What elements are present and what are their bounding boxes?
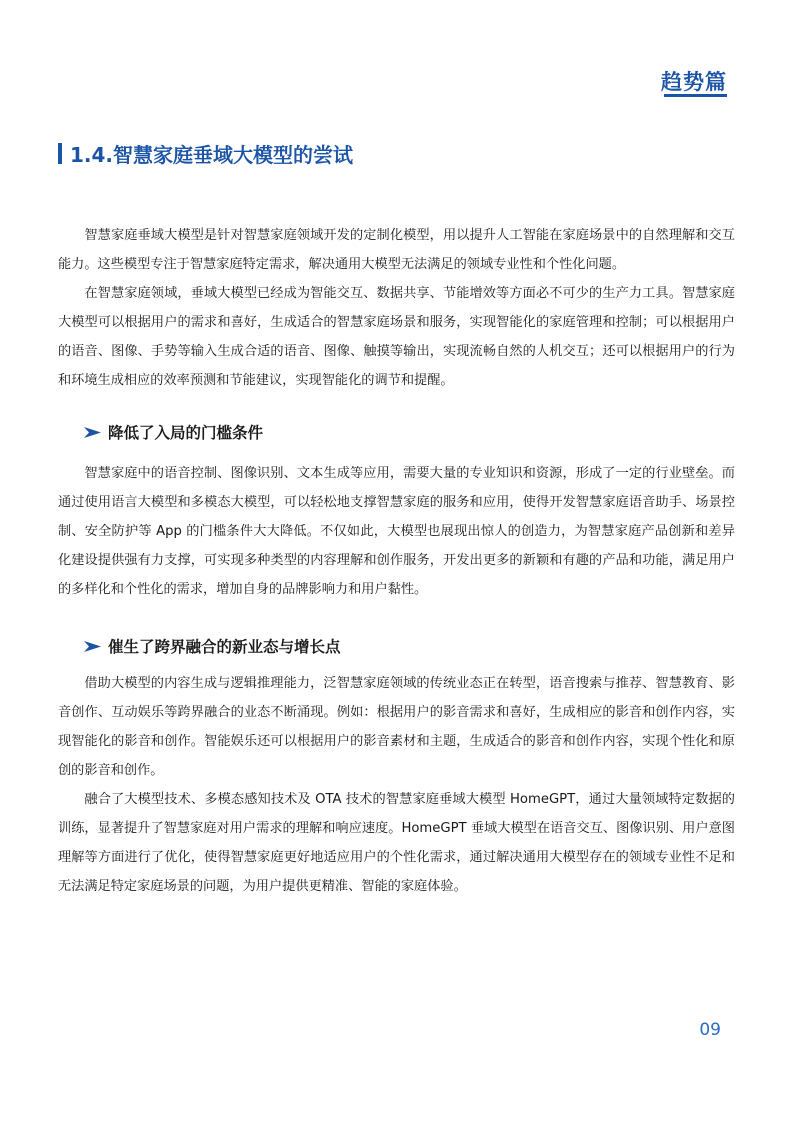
intro-paragraph-2: 在智慧家庭领域，垂域大模型已经成为智能交互、数据共享、节能增效等方面必不可少的生产力工具。智慧家庭大模型可以根据用户的需求和喜好，生成适合的智慧家庭场景和服务，实现智能化的家庭管理和控制；可以根据用户的语音、图像、手势等输入生成合适的语音、图像、触摸等输出，实现流畅自然的人机交互；还可以根据用户的行为和环境生成相应的效率预测和节能建议，实现智能化的调节和提醒。	[58, 286, 735, 388]
subsection-1-paragraph-1: 智慧家庭中的语音控制、图像识别、文本生成等应用，需要大量的专业知识和资源，形成了一定的行业壁垒。而通过使用语言大模型和多模态大模型，可以轻松地支撑智慧家庭的服务和应用，使得开发智慧家庭语音助手、场景控制、安全防护等 App 的门槛条件大大降低。不仅如此，大模型也展现出惊人的创造力，为智慧家庭产品创新和差异化建设提供强有力支撑，可实现多种类型的内容理解和创作服务，开发出更多的新颖和有趣的产品和功能，满足用户的多样化和个性化的需求，增加自身的品牌影响力和用户黏性。	[58, 466, 735, 597]
intro-paragraph-1: 智慧家庭垂域大模型是针对智慧家庭领域开发的定制化模型，用以提升人工智能在家庭场景中的自然理解和交互能力。这些模型专注于智慧家庭特定需求，解决通用大模型无法满足的领域专业性和个性化问题。	[58, 228, 735, 272]
arrow-bullet-icon	[84, 426, 101, 439]
subsection-title-1: 降低了入局的门槛条件	[108, 424, 264, 442]
chapter-tag: 趋势篇	[661, 70, 727, 94]
subsection-heading-2	[84, 635, 341, 657]
chapter-tag-underline	[664, 94, 727, 97]
subsection-2-paragraph-1: 借助大模型的内容生成与逻辑推理能力，泛智慧家庭领域的传统业态正在转型，语音搜索与推荐、智慧教育、影音创作、互动娱乐等跨界融合的业态不断涌现。例如：根据用户的影音需求和喜好，生成相应的影音和创作内容，实现智能化的影音和创作。智能娱乐还可以根据用户的影音素材和主题，生成适合的影音和创作内容，实现个性化和原创的影音和创作。	[58, 676, 735, 778]
subsection-2-paragraph-2: 融合了大模型技术、多模态感知技术及 OTA 技术的智慧家庭垂域大模型 HomeGPT，通过大量领域特定数据的训练，显著提升了智慧家庭对用户需求的理解和响应速度。HomeGPT 垂域大模型在语音交互、图像识别、用户意图理解等方面进行了优化，使得智慧家庭更好地适应用户的个性化需求，通过解决通用大模型存在的领域专业性不足和无法满足特定家庭场景的问题，为用户提供更精准、智能的家庭体验。	[58, 792, 735, 894]
arrow-bullet-icon	[84, 640, 101, 653]
subsection-heading-1	[84, 421, 263, 443]
section-title-bar	[58, 143, 62, 164]
subsection-title-2: 催生了跨界融合的新业态与增长点	[108, 638, 341, 656]
page-number: 09	[699, 1020, 721, 1040]
section-title: 1.4.智慧家庭垂域大模型的尝试	[70, 143, 354, 167]
